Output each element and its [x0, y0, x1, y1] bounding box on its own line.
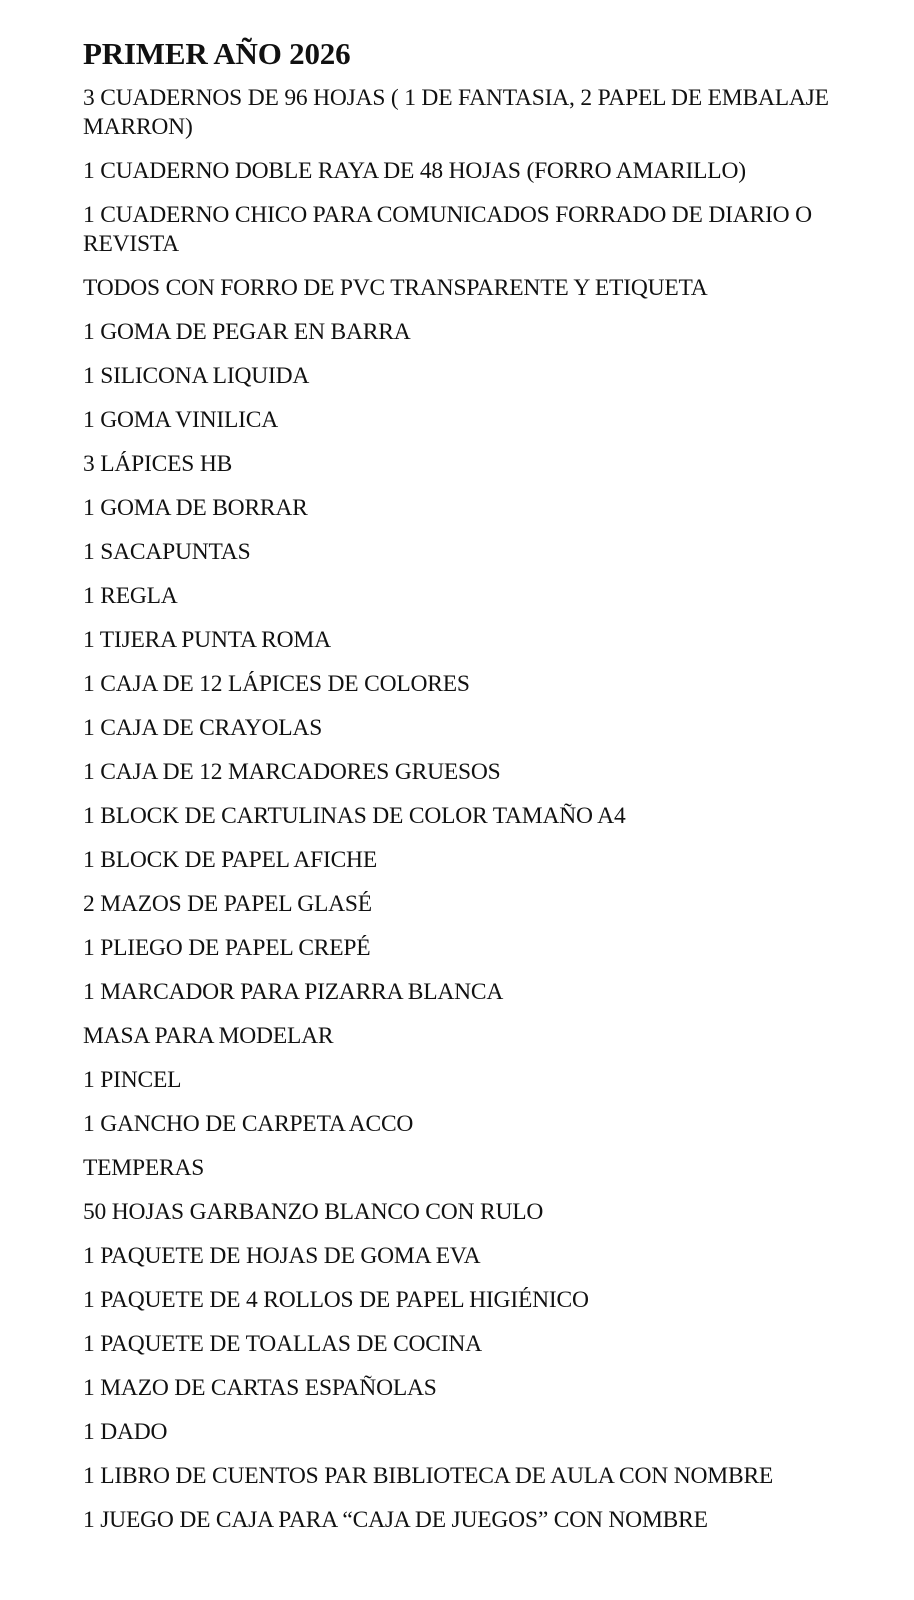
list-item: 1 CUADERNO DOBLE RAYA DE 48 HOJAS (FORRO AMARILLO)	[83, 158, 746, 184]
list-item: 1 PAQUETE DE HOJAS DE GOMA EVA	[83, 1243, 481, 1269]
list-item: 1 BLOCK DE CARTULINAS DE COLOR TAMAÑO A4	[83, 803, 626, 829]
list-item: 50 HOJAS GARBANZO BLANCO CON RULO	[83, 1199, 544, 1225]
school-supplies-list	[83, 34, 873, 1550]
list-item: 1 SILICONA LIQUIDA	[83, 363, 310, 389]
list-item: 1 SACAPUNTAS	[83, 539, 251, 565]
list-item: 1 DADO	[83, 1419, 168, 1445]
list-item: 1 PAQUETE DE TOALLAS DE COCINA	[83, 1331, 482, 1357]
list-item: 1 GANCHO DE CARPETA ACCO	[83, 1111, 414, 1137]
supply-items	[83, 84, 873, 1535]
list-item: 3 LÁPICES HB	[83, 451, 233, 477]
list-item: 1 TIJERA PUNTA ROMA	[83, 627, 331, 653]
list-item: 1 GOMA VINILICA	[83, 407, 279, 433]
list-item: 1 BLOCK DE PAPEL AFICHE	[83, 847, 377, 873]
list-item: 1 CAJA DE CRAYOLAS	[83, 715, 323, 741]
list-item: TEMPERAS	[83, 1155, 205, 1181]
list-item: 1 MARCADOR PARA PIZARRA BLANCA	[83, 979, 504, 1005]
list-item: 1 LIBRO DE CUENTOS PAR BIBLIOTECA DE AULA CON NOMBRE	[83, 1463, 774, 1489]
list-item: 1 REGLA	[83, 583, 178, 609]
list-item: 2 MAZOS DE PAPEL GLASÉ	[83, 891, 372, 917]
list-item: 1 CUADERNO CHICO PARA COMUNICADOS FORRADO DE DIARIO O REVISTA	[83, 202, 812, 257]
list-item: 1 GOMA DE BORRAR	[83, 495, 308, 521]
list-item: TODOS CON FORRO DE PVC TRANSPARENTE Y ETIQUETA	[83, 275, 708, 301]
page-title: PRIMER AÑO 2026	[83, 36, 351, 71]
list-item: MASA PARA MODELAR	[83, 1023, 334, 1049]
list-item: 1 PLIEGO DE PAPEL CREPÉ	[83, 935, 371, 961]
list-item: 1 PAQUETE DE 4 ROLLOS DE PAPEL HIGIÉNICO	[83, 1287, 589, 1313]
list-item: 1 CAJA DE 12 LÁPICES DE COLORES	[83, 671, 470, 697]
list-item: 1 PINCEL	[83, 1067, 182, 1093]
list-item: 3 CUADERNOS DE 96 HOJAS ( 1 DE FANTASIA, 2 PAPEL DE EMBALAJE MARRON)	[83, 85, 829, 140]
list-item: 1 GOMA DE PEGAR EN BARRA	[83, 319, 411, 345]
list-item: 1 MAZO DE CARTAS ESPAÑOLAS	[83, 1375, 437, 1401]
list-item: 1 CAJA DE 12 MARCADORES GRUESOS	[83, 759, 501, 785]
list-item: 1 JUEGO DE CAJA PARA “CAJA DE JUEGOS” CON NOMBRE	[83, 1507, 708, 1533]
